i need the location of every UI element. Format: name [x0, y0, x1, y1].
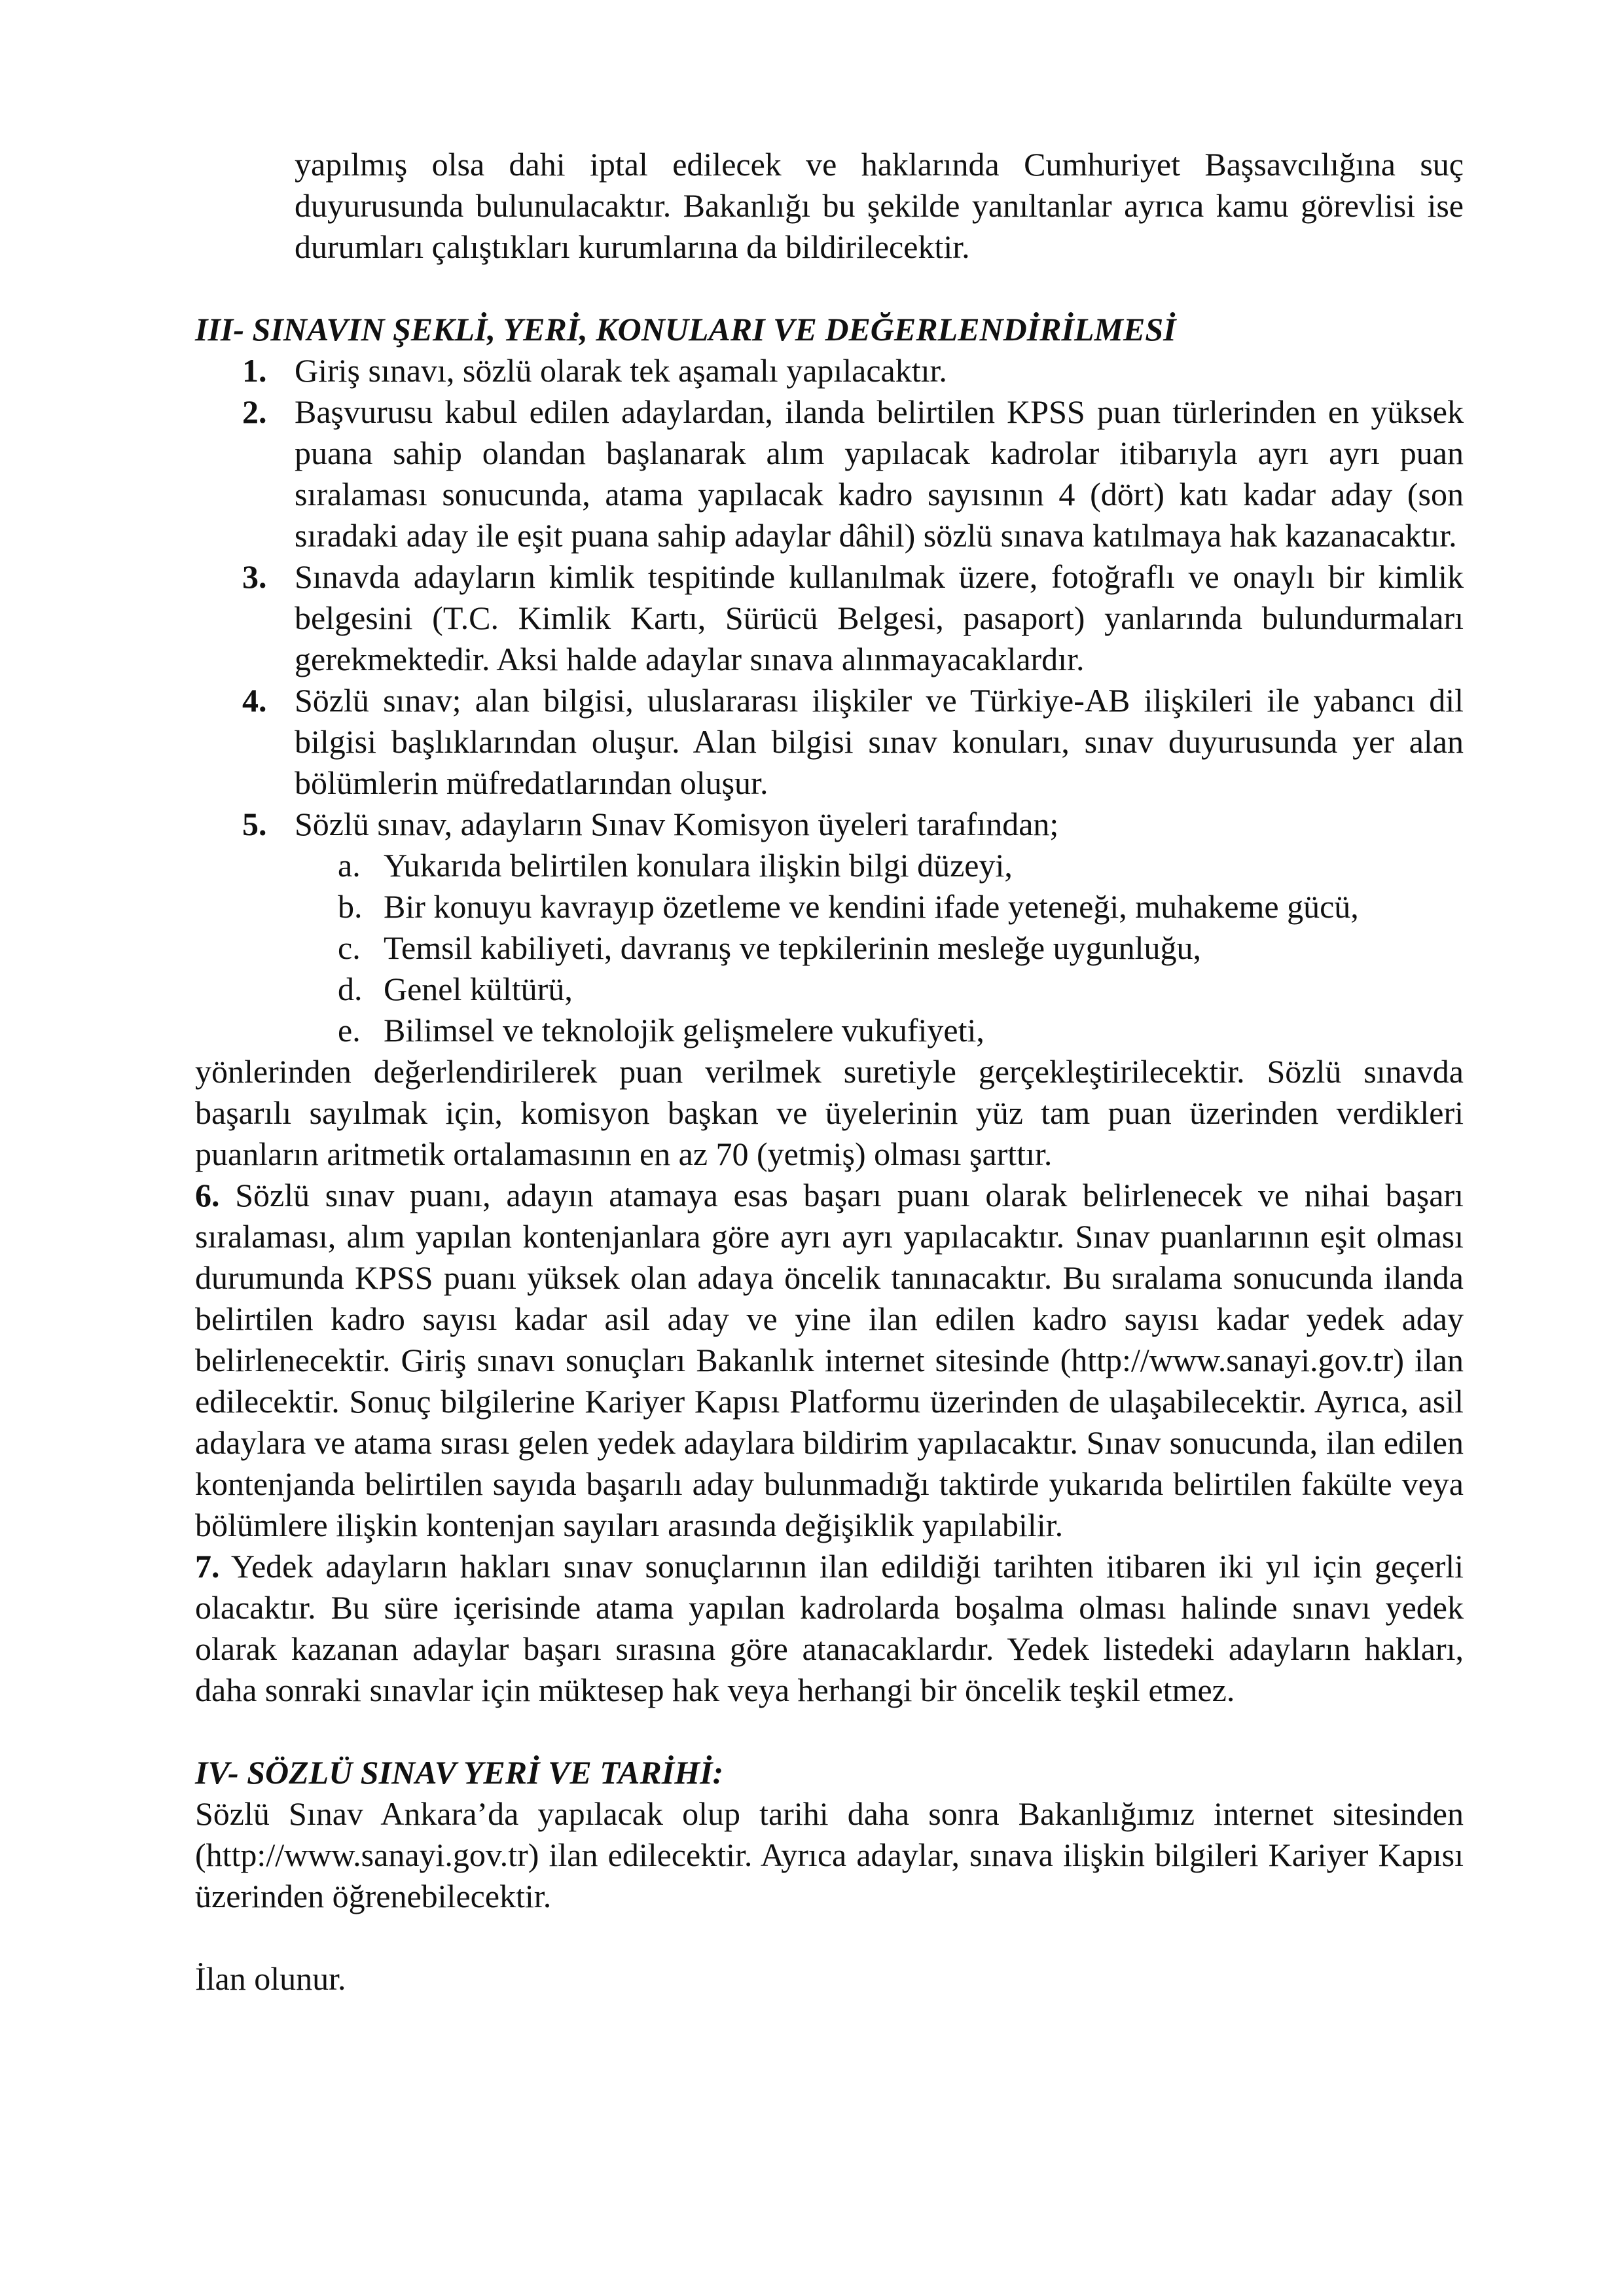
spacer: [195, 1711, 1464, 1752]
paragraph-7: [195, 1546, 1464, 1711]
list-item-number: 2.: [242, 393, 267, 430]
paragraph-number: 7.: [195, 1548, 220, 1585]
sub-item-text: Bilimsel ve teknolojik gelişmelere vukufiyeti,: [384, 1012, 984, 1049]
sub-item-text: Bir konuyu kavrayıp özetleme ve kendini ifade yeteneği, muhakeme gücü,: [384, 888, 1359, 925]
sub-item-a: [338, 845, 1464, 886]
sub-item-letter: b.: [338, 888, 363, 925]
paragraph-6: [195, 1175, 1464, 1546]
sub-item-text: Temsil kabiliyeti, davranış ve tepkilerinin mesleğe uygunluğu,: [384, 929, 1201, 966]
list-item-number: 1.: [242, 352, 267, 389]
sub-item-e: [338, 1010, 1464, 1051]
sub-item-b: [338, 886, 1464, 927]
closing-line: İlan olunur.: [195, 1960, 346, 1997]
section-4-heading: IV- SÖZLÜ SINAV YERİ VE TARİHİ:: [195, 1754, 724, 1791]
list-item-text: Giriş sınavı, sözlü olarak tek aşamalı yapılacaktır.: [295, 352, 947, 389]
spacer: [195, 268, 1464, 309]
paragraph-number: 6.: [195, 1177, 220, 1213]
sub-item-d: [338, 969, 1464, 1010]
list-item-4: [242, 680, 1464, 804]
list-item-1: [242, 350, 1464, 391]
paragraph-text: Yedek adayların hakları sınav sonuçlarının ilan edildiği tarihten itibaren iki yıl için geçerli olacaktır. Bu süre içerisinde atama yapılan kadrolarda boşalma olması halinde sınavı yedek olarak kazanan adaylar başarı sırasına göre atanacaklardır. Yedek listedeki adayların hakları, daha sonraki sınavlar için müktesep hak veya herhangi bir öncelik teşkil etmez.: [195, 1548, 1464, 1708]
intro-paragraph: yapılmış olsa dahi iptal edilecek ve haklarında Cumhuriyet Başsavcılığına suç duyurusunda bulunulacaktır. Bakanlığı bu şekilde yanıltanlar ayrıca kamu görevlisi ise durumları çalıştıkları kurumlarına da bildirilecektir.: [295, 146, 1464, 265]
list-item-3: [242, 556, 1464, 680]
paragraph-text: Sözlü sınav puanı, adayın atamaya esas başarı puanı olarak belirlenecek ve nihai başarı sıralaması, alım yapılan kontenjanlara göre ayrı ayrı yapılacaktır. Sınav puanlarının eşit olması durumunda KPSS puanı yüksek olan adaya öncelik tanınacaktır. Bu sıralama sonucunda ilanda belirtilen kadro sayısı kadar asil aday ve yine ilan edilen kadro sayısı kadar yedek aday belirlenecektir. Giriş sınavı sonuçları Bakanlık internet sitesinde (http://www.sanayi.gov.tr) ilan edilecektir. Sonuç bilgilerine Kariyer Kapısı Platformu üzerinden de ulaşabilecektir. Ayrıca, asil adaylara ve atama sırası gelen yedek adaylara bildirim yapılacaktır. Sınav sonucunda, ilan edilen kontenjanda belirtilen sayıda başarılı aday bulunmadığı taktirde yukarıda belirtilen fakülte veya bölümlere ilişkin kontenjan sayıları arasında değişiklik yapılabilir.: [195, 1177, 1464, 1543]
section-3-heading: III- SINAVIN ŞEKLİ, YERİ, KONULARI VE DEĞERLENDİRİLMESİ: [195, 311, 1176, 348]
sub-item-c: [338, 927, 1464, 969]
sub-item-letter: e.: [338, 1012, 361, 1049]
list-item-text: Sözlü sınav; alan bilgisi, uluslararası ilişkiler ve Türkiye-AB ilişkileri ile yabancı dil bilgisi başlıklarından oluşur. Alan bilgisi sınav konuları, sınav duyurusunda yer alan bölümlerin müfredatlarından oluşur.: [295, 682, 1464, 801]
item-5-continuation: yönlerinden değerlendirilerek puan verilmek suretiyle gerçekleştirilecektir. Sözlü sınavda başarılı sayılmak için, komisyon başkan ve üyelerinin yüz tam puan üzerinden verdikleri puanların aritmetik ortalamasının en az 70 (yetmiş) olması şarttır.: [195, 1053, 1464, 1172]
sub-item-letter: d.: [338, 971, 363, 1007]
list-item-number: 4.: [242, 682, 267, 719]
list-item-number: 3.: [242, 558, 267, 595]
list-item-2: [242, 391, 1464, 556]
spacer: [195, 1917, 1464, 1958]
section-4-paragraph: Sözlü Sınav Ankara’da yapılacak olup tarihi daha sonra Bakanlığımız internet sitesinden (http://www.sanayi.gov.tr) ilan edilecektir. Ayrıca adaylar, sınava ilişkin bilgileri Kariyer Kapısı üzerinden öğrenebilecektir.: [195, 1795, 1464, 1914]
list-item-text: Sınavda adayların kimlik tespitinde kullanılmak üzere, fotoğraflı ve onaylı bir kimlik belgesini (T.C. Kimlik Kartı, Sürücü Belgesi, pasaport) yanlarında bulundurmaları gerekmektedir. Aksi halde adaylar sınava alınmayacaklardır.: [295, 558, 1464, 677]
list-item-5: [242, 804, 1464, 845]
sub-item-text: Yukarıda belirtilen konulara ilişkin bilgi düzeyi,: [384, 847, 1013, 884]
sub-item-text: Genel kültürü,: [384, 971, 573, 1007]
list-item-text: Sözlü sınav, adayların Sınav Komisyon üyeleri tarafından;: [295, 806, 1059, 842]
list-item-text: Başvurusu kabul edilen adaylardan, ilanda belirtilen KPSS puan türlerinden en yüksek puana sahip olandan başlanarak alım yapılacak kadrolar itibarıyla ayrı ayrı puan sıralaması sonucunda, atama yapılacak kadro sayısının 4 (dört) katı kadar aday (son sıradaki aday ile eşit puana sahip adaylar dâhil) sözlü sınava katılmaya hak kazanacaktır.: [295, 393, 1464, 554]
sub-item-letter: a.: [338, 847, 361, 884]
list-item-number: 5.: [242, 806, 267, 842]
sub-item-letter: c.: [338, 929, 361, 966]
